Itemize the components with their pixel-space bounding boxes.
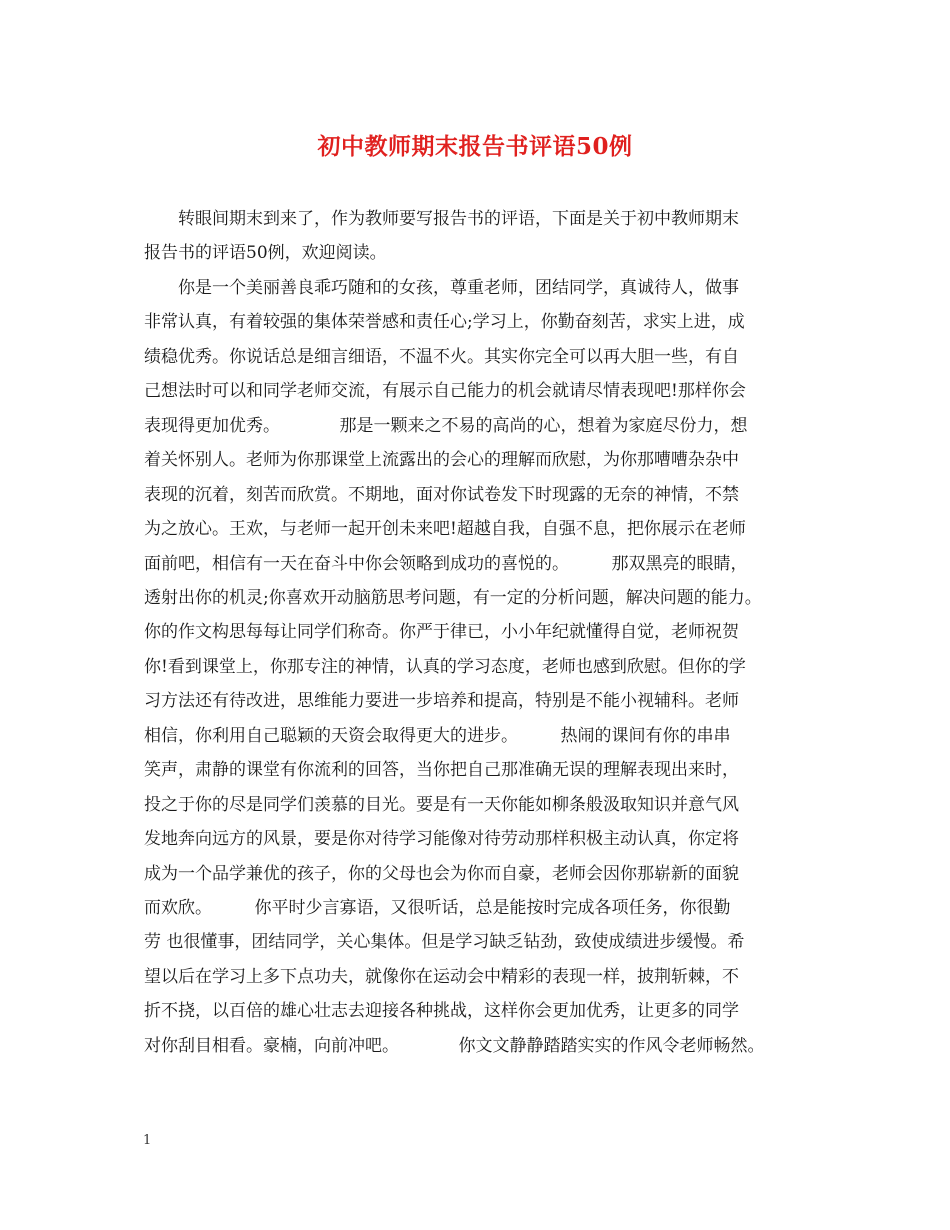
body-line: 面前吧，相信有一天在奋斗中你会领略到成功的喜悦的。 那双黑亮的眼睛， <box>144 553 748 574</box>
body-line: 习方法还有待改进，思维能力要进一步培养和提高，特别是不能小视辅科。老师 <box>144 691 739 712</box>
body-line: 折不挠，以百倍的雄心壮志去迎接各种挑战，这样你会更加优秀，让更多的同学 <box>144 1001 739 1022</box>
body-line: 相信，你利用自己聪颖的天资会取得更大的进步。 热闹的课间有你的串串 <box>144 725 731 746</box>
body-line: 表现得更加优秀。 那是一颗来之不易的高尚的心，想着为家庭尽份力，想 <box>144 415 748 436</box>
body-line: 发地奔向远方的风景，要是你对待学习能像对待劳动那样积极主动认真，你定将 <box>144 829 739 850</box>
body-line: 非常认真，有着较强的集体荣誉感和责任心;学习上，你勤奋刻苦，求实上进，成 <box>144 312 745 333</box>
body-line: 转眼间期末到来了，作为教师要写报告书的评语，下面是关于初中教师期末 <box>144 209 739 229</box>
body-line: 成为一个品学兼优的孩子，你的父母也会为你而自豪，老师会因你那崭新的面貌 <box>144 863 739 884</box>
body-line: 而欢欣。 你平时少言寡语，又很听话，总是能按时完成各项任务，你很勤 <box>144 898 731 918</box>
body-line: 为之放心。王欢，与老师一起开创未来吧!超越自我，自强不息，把你展示在老师 <box>144 519 746 540</box>
body-line: 对你刮目相看。豪楠，向前冲吧。 你文文静静踏踏实实的作风令老师畅然。 <box>144 1035 765 1056</box>
body-line: 表现的沉着，刻苦而欣赏。不期地，面对你试卷发下时现露的无奈的神情，不禁 <box>144 484 739 505</box>
body-line: 笑声，肃静的课堂有你流利的回答，当你把自己那准确无误的理解表现出来时， <box>144 760 739 781</box>
body-line: 投之于你的尽是同学们羡慕的目光。要是有一天你能如柳条般汲取知识并意气风 <box>144 794 739 815</box>
document-title: 初中教师期末报告书评语50例 <box>317 133 633 160</box>
body-line: 望以后在学习上多下点功夫，就像你在运动会中精彩的表现一样，披荆斩棘，不 <box>144 966 739 987</box>
body-line: 绩稳优秀。你说话总是细言细语，不温不火。其实你完全可以再大胆一些，有自 <box>144 346 739 367</box>
body-line: 透射出你的机灵;你喜欢开动脑筋思考问题，有一定的分析问题，解决问题的能力。 <box>144 587 762 608</box>
body-line: 你是一个美丽善良乖巧随和的女孩，尊重老师，团结同学，真诚待人，做事 <box>144 277 739 298</box>
body-line: 己想法时可以和同学老师交流，有展示自己能力的机会就请尽情表现吧!那样你会 <box>144 381 746 402</box>
body-line: 着关怀别人。老师为你那课堂上流露出的会心的理解而欣慰，为你那嘈嘈杂杂中 <box>144 450 739 471</box>
body-line: 你的作文构思每每让同学们称奇。你严于律已，小小年纪就懂得自觉，老师祝贺 <box>144 622 739 643</box>
page-number: 1 <box>143 1133 152 1148</box>
body-line: 劳 也很懂事，团结同学，关心集体。但是学习缺乏钻劲，致使成绩进步缓慢。希 <box>144 932 745 953</box>
body-line: 报告书的评语50例，欢迎阅读。 <box>144 243 387 264</box>
body-line: 你!看到课堂上，你那专注的神情，认真的学习态度，老师也感到欣慰。但你的学 <box>144 656 746 677</box>
